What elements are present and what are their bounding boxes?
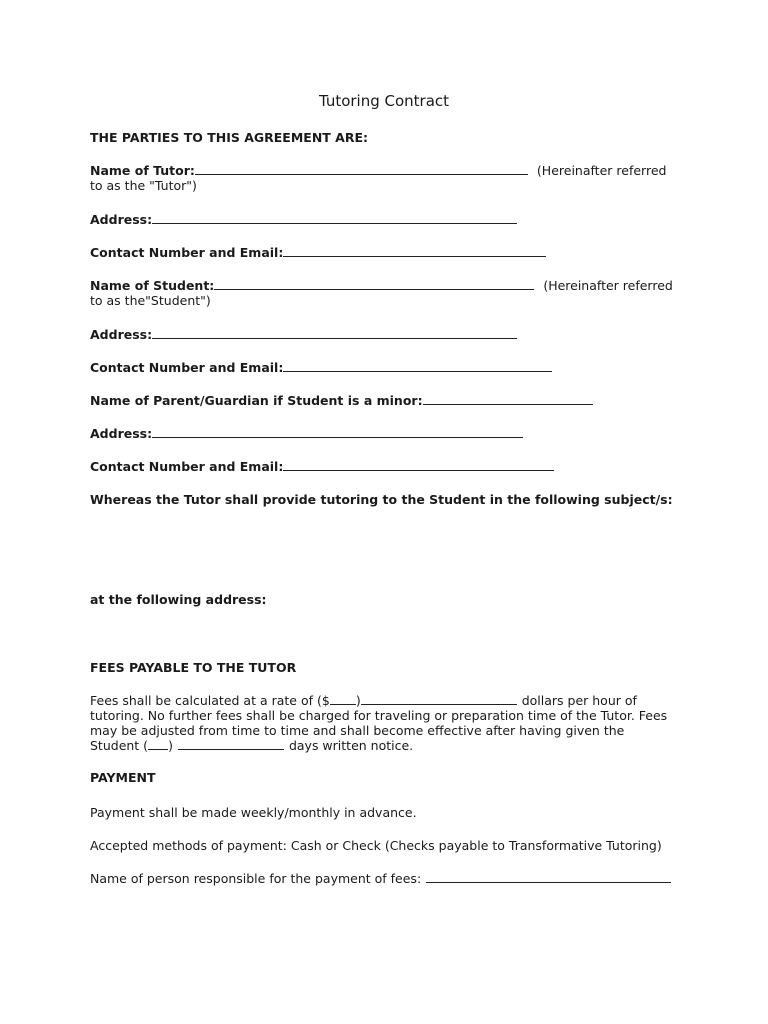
- whereas-clause: Whereas the Tutor shall provide tutoring to the Student in the following subject/s:: [90, 492, 673, 507]
- tutor-note: (Hereinafter referred: [536, 163, 667, 178]
- student-address-row: [90, 327, 517, 342]
- tutor-name-label: Name of Tutor:: [90, 163, 195, 178]
- fees-notice-unit: days written notice.: [288, 738, 414, 753]
- payment-responsible-field[interactable]: [426, 871, 671, 883]
- fees-rate-close: ): [355, 693, 361, 708]
- parties-heading: THE PARTIES TO THIS AGREEMENT ARE:: [90, 130, 368, 145]
- parent-address-field[interactable]: [152, 426, 523, 438]
- payment-heading: PAYMENT: [90, 770, 156, 785]
- fees-paragraph: [90, 693, 680, 753]
- tutor-note-cont: to as the "Tutor"): [90, 178, 197, 193]
- student-name-row: [90, 278, 673, 293]
- fees-rate-text: Fees shall be calculated at a rate of ($: [90, 693, 330, 708]
- fees-notice-words-field[interactable]: [178, 738, 284, 750]
- fees-notice-number-field[interactable]: [148, 738, 168, 750]
- parent-contact-field[interactable]: [283, 459, 554, 471]
- tutor-address-label: Address:: [90, 212, 153, 227]
- payment-responsible-label: Name of person responsible for the payment of fees:: [90, 871, 422, 886]
- fees-rate-amount-field[interactable]: [330, 693, 356, 705]
- student-contact-label: Contact Number and Email:: [90, 360, 284, 375]
- student-note: (Hereinafter referred: [543, 278, 673, 293]
- tutor-contact-field[interactable]: [283, 245, 546, 257]
- tutor-address-row: [90, 212, 517, 227]
- student-contact-row: [90, 360, 552, 375]
- tutor-contact-label: Contact Number and Email:: [90, 245, 284, 260]
- student-name-field[interactable]: [214, 278, 534, 290]
- tutor-contact-row: [90, 245, 546, 260]
- fees-rate-unit: dollars per hour of: [521, 693, 637, 708]
- parent-address-label: Address:: [90, 426, 153, 441]
- fees-line-2: tutoring. No further fees shall be charged for traveling or preparation time of the Tutor. Fees: [90, 708, 668, 723]
- student-contact-field[interactable]: [283, 360, 552, 372]
- student-name-label: Name of Student:: [90, 278, 215, 293]
- parent-name-field[interactable]: [423, 393, 593, 405]
- fees-notice-close: ): [168, 738, 173, 753]
- tutor-address-field[interactable]: [152, 212, 517, 224]
- fees-notice-text: Student (: [90, 738, 149, 753]
- following-address-label: at the following address:: [90, 592, 267, 607]
- tutor-name-field[interactable]: [195, 163, 528, 175]
- fees-line-1: [90, 693, 680, 708]
- parent-contact-row: [90, 459, 554, 474]
- page-title: Tutoring Contract: [318, 92, 450, 110]
- fees-heading: FEES PAYABLE TO THE TUTOR: [90, 660, 297, 675]
- student-address-label: Address:: [90, 327, 153, 342]
- parent-address-row: [90, 426, 523, 441]
- fees-rate-words-field[interactable]: [361, 693, 517, 705]
- fees-line-4: [90, 738, 680, 753]
- fees-line-3: may be adjusted from time to time and shall become effective after having given the: [90, 723, 625, 738]
- parent-name-row: [90, 393, 593, 408]
- parent-name-label: Name of Parent/Guardian if Student is a minor:: [90, 393, 423, 408]
- payment-schedule: Payment shall be made weekly/monthly in advance.: [90, 805, 417, 820]
- parent-contact-label: Contact Number and Email:: [90, 459, 284, 474]
- tutor-name-row: [90, 163, 666, 178]
- student-note-cont: to as the"Student"): [90, 293, 211, 308]
- payment-methods: Accepted methods of payment: Cash or Check (Checks payable to Transformative Tutoring): [90, 838, 662, 853]
- payment-responsible-row: [90, 871, 671, 886]
- student-address-field[interactable]: [152, 327, 517, 339]
